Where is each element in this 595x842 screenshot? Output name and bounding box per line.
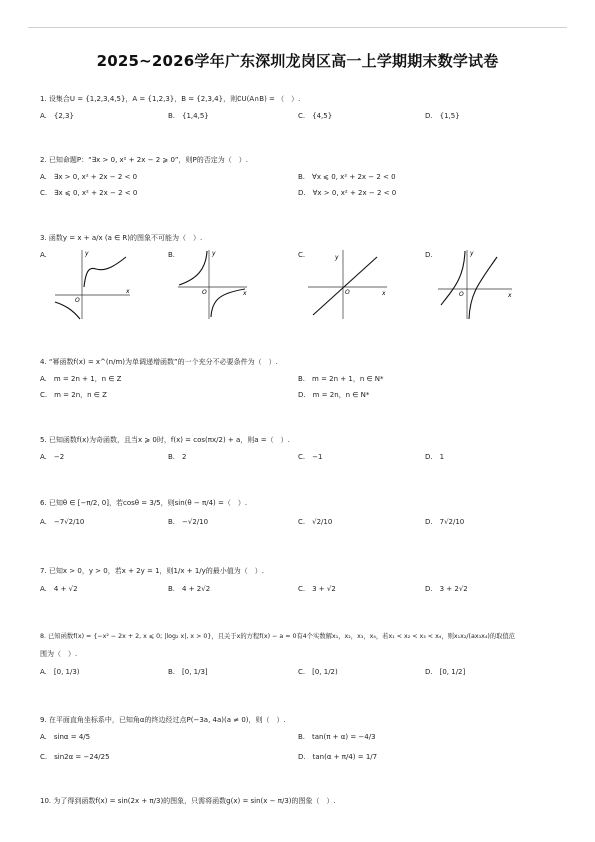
q4-option-a[interactable]: A. m = 2n + 1，n ∈ Z bbox=[40, 375, 122, 383]
question-9-stem: 9. 在平面直角坐标系中，已知角α的终边经过点P(−3a, 4a)(a ≠ 0)，则（ ）. bbox=[40, 716, 286, 724]
q3-option-b[interactable]: B. bbox=[168, 251, 176, 259]
q5-option-c[interactable]: C. −1 bbox=[298, 453, 323, 461]
graph-c-y-label: y bbox=[335, 254, 339, 261]
graph-d-x-label: x bbox=[508, 292, 512, 299]
q9-option-d[interactable]: D. tan(α + π/4) = 1/7 bbox=[298, 753, 378, 761]
graph-a bbox=[50, 247, 135, 322]
question-10-stem: 10. 为了得到函数f(x) = sin(2x + π/3)的图象，只需将函数g(x) = sin(x − π/3)的图象（ ）. bbox=[40, 797, 336, 805]
question-8-stem: 8. 已知函数f(x) = {−x² − 2x + 2, x ⩽ 0; |log₂ x|, x > 0}，且关于x的方程f(x) − a = 0有4个实数解x₁，x₂，x₃，x₄，若x₁ < x₂ < x₃ < x₄，则x₁x₂/(ax₃x₄)的取值范 bbox=[40, 633, 515, 640]
q9-option-a[interactable]: A. sinα = 4/5 bbox=[40, 733, 91, 741]
question-3-stem: 3. 函数y = x + a/x (a ∈ R)的图象不可能为（ ）. bbox=[40, 234, 203, 242]
graph-c-x-label: x bbox=[382, 290, 386, 297]
graph-b-curve-right bbox=[211, 289, 245, 317]
graph-c-origin-label: O bbox=[345, 289, 350, 296]
graph-a-curve-left bbox=[55, 302, 80, 319]
q2-option-a[interactable]: A. ∃x > 0, x² + 2x − 2 < 0 bbox=[40, 173, 138, 181]
q8-option-c[interactable]: C. [0, 1/2) bbox=[298, 668, 338, 676]
q4-option-d[interactable]: D. m = 2n，n ∈ N* bbox=[298, 391, 370, 399]
q8-option-a[interactable]: A. [0, 1/3) bbox=[40, 668, 80, 676]
question-7-stem: 7. 已知x > 0，y > 0，若x + 2y = 1，则1/x + 1/y的最小值为（ ）. bbox=[40, 567, 264, 575]
graph-b bbox=[175, 247, 250, 322]
q7-option-d[interactable]: D. 3 + 2√2 bbox=[425, 585, 468, 593]
graph-b-x-label: x bbox=[243, 290, 247, 297]
q8-option-d[interactable]: D. [0, 1/2] bbox=[425, 668, 466, 676]
graph-a-x-label: x bbox=[126, 288, 130, 295]
question-6-stem: 6. 已知θ ∈ [−π/2, 0]，若cosθ = 3/5，则sin(θ − π/4) =（ ）. bbox=[40, 499, 248, 507]
q4-option-b[interactable]: B. m = 2n + 1，n ∈ N* bbox=[298, 375, 384, 383]
page-title: 2025~2026学年广东深圳龙岗区高一上学期期末数学试卷 bbox=[96, 52, 499, 70]
graph-a-curve-right bbox=[84, 257, 126, 287]
q8-option-b[interactable]: B. [0, 1/3] bbox=[168, 668, 208, 676]
graph-d-y-label: y bbox=[470, 250, 474, 257]
q7-option-a[interactable]: A. 4 + √2 bbox=[40, 585, 78, 593]
graph-d bbox=[435, 247, 515, 322]
q6-option-d[interactable]: D. 7√2/10 bbox=[425, 518, 465, 526]
graph-d-curve-right bbox=[469, 257, 497, 319]
q2-option-c[interactable]: C. ∃x ⩽ 0, x² + 2x − 2 < 0 bbox=[40, 189, 138, 197]
q2-option-d[interactable]: D. ∀x > 0, x² + 2x − 2 < 0 bbox=[298, 189, 397, 197]
q5-option-d[interactable]: D. 1 bbox=[425, 453, 445, 461]
question-4-stem: 4. “幂函数f(x) = x^(n/m)为单调递增函数”的一个充分不必要条件为（ ）. bbox=[40, 358, 278, 366]
question-5-stem: 5. 已知函数f(x)为奇函数，且当x ⩾ 0时，f(x) = cos(πx/2) + a，则a =（ ）. bbox=[40, 436, 290, 444]
q3-option-c[interactable]: C. bbox=[298, 251, 306, 259]
q9-option-c[interactable]: C. sin2α = −24/25 bbox=[40, 753, 110, 761]
graph-b-y-label: y bbox=[212, 250, 216, 257]
q2-option-b[interactable]: B. ∀x ⩽ 0, x² + 2x − 2 < 0 bbox=[298, 173, 396, 181]
question-8-stem-cont: 围为（ ）. bbox=[40, 650, 78, 658]
graph-a-y-label: y bbox=[85, 250, 89, 257]
q1-option-b[interactable]: B. {1,4,5} bbox=[168, 112, 209, 120]
q5-option-a[interactable]: A. −2 bbox=[40, 453, 65, 461]
graph-b-curve-left bbox=[179, 251, 207, 285]
q5-option-b[interactable]: B. 2 bbox=[168, 453, 187, 461]
q7-option-b[interactable]: B. 4 + 2√2 bbox=[168, 585, 211, 593]
q1-option-d[interactable]: D. {1,5} bbox=[425, 112, 460, 120]
graph-b-origin-label: O bbox=[202, 289, 207, 296]
header-rule bbox=[28, 27, 567, 28]
graph-c-line bbox=[313, 257, 377, 315]
graph-c bbox=[305, 247, 390, 322]
q7-option-c[interactable]: C. 3 + √2 bbox=[298, 585, 336, 593]
q3-option-a[interactable]: A. bbox=[40, 251, 47, 259]
q6-option-a[interactable]: A. −7√2/10 bbox=[40, 518, 85, 526]
q1-option-a[interactable]: A. {2,3} bbox=[40, 112, 74, 120]
q4-option-c[interactable]: C. m = 2n，n ∈ Z bbox=[40, 391, 107, 399]
question-1-stem: 1. 设集合U = {1,2,3,4,5}，A = {1,2,3}，B = {2,3,4}，则∁U(A∩B) = （ ）. bbox=[40, 95, 301, 103]
q6-option-b[interactable]: B. −√2/10 bbox=[168, 518, 209, 526]
graph-a-origin-label: O bbox=[75, 297, 80, 304]
q3-option-d[interactable]: D. bbox=[425, 251, 433, 259]
q9-option-b[interactable]: B. tan(π + α) = −4/3 bbox=[298, 733, 376, 741]
graph-d-origin-label: O bbox=[459, 291, 464, 298]
q1-option-c[interactable]: C. {4,5} bbox=[298, 112, 333, 120]
question-2-stem: 2. 已知命题P：“∃x > 0, x² + 2x − 2 ⩾ 0”，则P的否定为（ ）. bbox=[40, 156, 249, 164]
q6-option-c[interactable]: C. √2/10 bbox=[298, 518, 333, 526]
